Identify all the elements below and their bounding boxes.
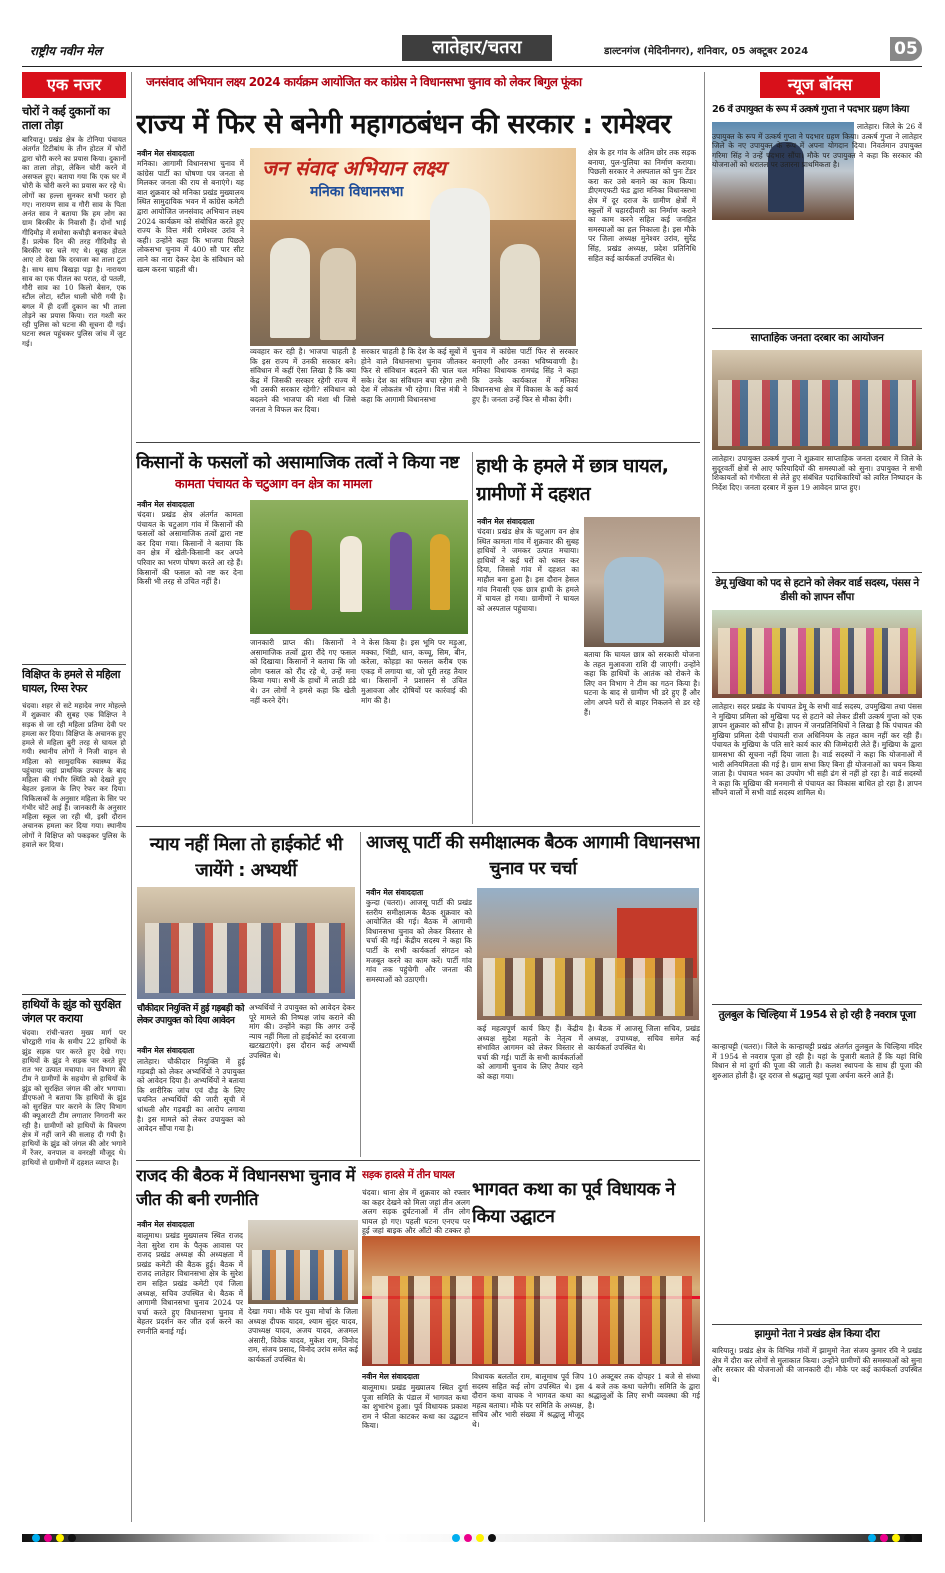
news-box [708,72,922,1524]
registration-mark-black [904,1534,912,1542]
crops-text: जानकारी प्राप्त की। किसानों ने असामाजिक तत्वों द्वारा रौंदे गए फसल को दिखाया। किसानों ने बताया कि जो लोग फसल को रौंद रहे थे, उन्हें मना किया गया। सभी के हाथों में लाठी डंडे थे। उन लोगों ने हमसे कहा कि खेती नहीं करने देंगे। [250,638,356,705]
registration-mark-yellow [476,1534,484,1542]
registration-mark-magenta [464,1534,472,1542]
ajsu-text: कुन्दा (चतरा)। आजसू पार्टी की प्रखंड स्तरीय समीक्षात्मक बैठक शुक्रवार को आयोजित की गई। बैठक में आगामी विधानसभा चुनाव को लेकर विस्तार से चर्चा की गई। केंद्रीय सदस्य ने कहा कि पार्टी के सभी कार्यकर्ता संगठन को मजबूत करने का काम करें। पार्टी गांव गांव तक पहुंचेगी और जनता की समस्याओं को उठाएगी। [366,898,472,984]
lead-text: व्यवहार कर रही है। भाजपा चाहती है कि इस राज्य में उनकी सरकार बने। संविधान में कहीं ऐसा लिखा है कि क्या केंद्र में जिसकी सरकार रहेगी राज्य में भी उसकी सरकार रहेगी? संविधान को बदलने की भाजपा की मंशा थी जिसे जनता ने विफल कर दिया। [250,347,356,414]
registration-mark-cyan [32,1534,40,1542]
crowd [483,958,693,1016]
elephant-photo [584,517,700,647]
speaker-figure [430,188,490,338]
registration-mark-magenta [44,1534,52,1542]
ajsu-photo [477,888,699,1020]
story-title: डेमू मुखिया को पद से हटाने को लेकर वार्ड सदस्य, पंसस ने डीसी को ज्ञापन सौंपा [715,577,919,603]
lead-text: सरकार चाहती है कि देश के कई सूबों में होने वाले विधानसभा चुनाव जीतकर फिर से संविधान बदलने की चाल चल सके। देश का संविधान बचा रहेगा तभी देश में लोकतंत्र भी रहेगा। वित्त मंत्री ने कहा कि आगामी विधानसभा [361,347,467,404]
crowd [372,1276,692,1364]
person-figure [270,238,310,338]
byline: नवीन मेल संवाददाता [366,888,424,897]
registration-mark-cyan [868,1534,876,1542]
byline: नवीन मेल संवाददाता [137,1046,195,1055]
footer-gradient [22,1534,922,1542]
crowd [718,628,916,694]
katha-text: बालूमाथ। प्रखंड मुख्यालय स्थित दुर्गा पूजा समिति के पंडाल में भागवत कथा का शुभारंभ हुआ। पूर्व विधायक प्रकाश राम ने फीता काटकर कथा का उद्घाटन किया। [362,1383,468,1431]
rjd-text: बालूमाथ। प्रखंड मुख्यालय स्थित राजद नेता सुरेश राम के पैतृक आवास पर राजद प्रखंड अध्यक्ष की अध्यक्षता में प्रखंड कमेटी की बैठक हुई। बैठक में राजद लातेहार विधानसभा क्षेत्र के सुरेश राम सहित प्रखंड कमेटी एवं जिला अध्यक्ष, सचिव उपस्थित थे। बैठक में आगामी विधानसभा चुनाव 2024 पर चर्चा करते हुए विधानसभा चुनाव में बेहतर प्रदर्शन कर जीत दर्ज करने का रणनीति बनाई गई। [137,1231,243,1336]
person-figure [290,530,312,610]
katha-headline: भागवत कथा का पूर्व विधायक ने किया उद्घाटन [472,1179,675,1227]
dateline: डाल्टनगंज (मेदिनीनगर), शनिवार, 05 अक्टूबर 2024 [604,46,809,57]
memorandum-photo [712,610,922,698]
page-number: 05 [890,37,922,61]
registration-mark-black [488,1534,496,1542]
kicker: जनसंवाद अभियान लक्ष्य 2024 कार्यक्रम आयोजित कर कांग्रेस ने विधानसभा चुनाव को लेकर बिगुल फूंका [146,75,582,89]
story-title: तुलबुल के चिल्हिया में 1954 से हो रही है नवरात्र पूजा [718,1009,916,1021]
left-column [22,72,126,1524]
masthead: राष्ट्रीय नवीन मेल [30,44,102,58]
court-headline: न्याय नहीं मिला तो हाईकोर्ट भी जायेंगे : अभ्यर्थी [149,834,343,881]
registration-mark-magenta [880,1534,888,1542]
lead-text: चुनाव में कांग्रेस पार्टी फिर से सरकार बनाएगी और उनका भविष्यवाणी है। मनिका विधायक रामचंद्र सिंह ने कहा कि उनके कार्यकाल में मनिका विधानसभा क्षेत्र में विकास के कई कार्य हुए हैं। जनता उन्हें फिर से मौका देगी। [472,347,578,404]
elephant-headline: हाथी के हमले में छात्र घायल, ग्रामीणों में दहशत [476,455,669,505]
story-text: लातेहार। जिले के 26 वें उपायुक्त के रूप में उत्कर्ष गुप्ता ने पदभार ग्रहण किया। उत्कर्ष गुप्ता ने लातेहार जिले के नए उपायुक्त के रूप में अपना योगदान दिया। निवर्तमान उपायुक्त गरिमा सिंह ने उन्हें पदभार सौंपा। मौके पर उपायुक्त ने कहा कि सरकार की योजनाओं को धरातल पर उतारना प्राथमिकता है। [712,122,922,170]
story-text: चंदवा। रांची-चतरा मुख्य मार्ग पर चोरद्वारी गांव के समीप 22 हाथियों के झुंड सड़क पार करते हुए देखे गए। हाथियों के झुंड ने सड़क पार करते हुए रात भर उत्पात मचाया। वन विभाग की टीम ने ग्रामीणों के सहयोग से हाथियों के झुंड को सुरक्षित जंगल की ओर भगाया। डीएफओ ने बताया कि हाथियों के झुंड को सुरक्षित पार कराने के लिए विभाग की क्यूआरटी टीम लगातार निगरानी कर रही है। ग्रामीणों को हाथियों के विचरण क्षेत्र में नहीं जाने की सलाह दी गयी है। हाथियों के झुंड को जंगल की ओर भगाने में रेंजर, वनपाल व वनरक्षी मौजूद थे। हाथियों से ग्रामीणों में दहशत व्याप्त है। [22,1028,126,1167]
crops-photo [250,500,468,634]
court-text: लातेहार। चौकीदार नियुक्ति में हुई गड़बड़ी को लेकर अभ्यर्थियों ने उपायुक्त को आवेदन दिया है। अभ्यर्थियों ने बताया कि शारीरिक जांच एवं दौड़ के लिए चयनित अभ्यर्थियों की जारी सूची में धांधली और गड़बड़ी का आरोप लगाया है। इस मामले को लेकर उपायुक्त को आवेदन सौंपा गया है। [137,1057,245,1134]
section-title: लातेहार/चतरा [402,35,552,61]
story-title: साप्ताहिक जनता दरबार का आयोजन [750,332,884,344]
story-text: कान्हाचट्टी (चतरा)। जिले के कान्हाचट्टी प्रखंड अंतर्गत तुलबुल के चिल्हिया मंदिर में 1954 से नवरात्र पूजा हो रही है। यहां के पुजारी बताते हैं कि यहां विधि विधान से मां दुर्गा की पूजा की जाती है। कलश स्थापना के साथ ही पूजा की शुरुआत होती है। दूर दराज से श्रद्धालु यहां पूजा अर्चना करने आते हैं। [712,1042,922,1080]
byline: नवीन मेल संवाददाता [137,1220,195,1229]
header [22,34,922,64]
ek-nazar-tag: एक नजर [22,72,126,98]
byline: नवीन मेल संवाददाता [137,500,195,509]
byline: नवीन मेल संवाददाता [362,1372,420,1381]
crops-deck: कामता पंचायत के चटुआग वन क्षेत्र का मामला [175,476,372,491]
story-text: बारियातू। प्रखंड क्षेत्र के टोनिया पंचायत अंतर्गत टिटीबांध के तीन होटल में चोरों द्वारा चोरी करने का प्रयास किया। दुकानों का ताला तोड़ा, लेकिन चोरी करने में असफल हुए। बताया गया कि एक घर में चोरी के चोरी करने का प्रयास कर रहे थे। लोगों का हल्ला सुनकर सभी फरार हो गए। नारायण साव व गौरी साव के पिता अनंत साव ने बताया कि हम लोग का ग्राम बिरकीर के निवासी हैं। दोनों भाई गीदिमौड़ में समोसा कचौड़ी बनाकर बेचते हैं। प्रत्येक दिन की तरह गीदिमौड़ से बिरकीर घर चले गए थे। सुबह होटल आए तो देखा कि दरवाजा का ताला टूटा है। साथ साथ बिखड़ा पड़ा है। नारायण साव का एक पीतल का परात, दो पतली, गौरी साव का 10 किलो बेसन, एक स्टील लोटा, स्टील थाली चोरी गयी है। बगल में ही दर्जी दुकान का भी ताला तोड़ने का प्रयास किया। रात गश्ती कर रही पुलिस को घटना की सूचना दी गई। घटना स्थल पहुंचकर पुलिस जांच में जुट गई। [22,135,126,348]
story-text: चंदवा। शहर से सटे महादेव नगर मोहल्ले में शुक्रवार की सुबह एक विक्षिप्त ने सड़क से जा रही महिला प्रतिमा देवी पर हमला कर दिया। विक्षिप्त के अचानक हुए हमले से महिला बुरी तरह से घायल हो गयी। स्थानीय लोगों ने निजी वाहन से महिला को सामुदायिक स्वास्थ्य केंद्र पहुंचाया जहां प्राथमिक उपचार के बाद महिला की गंभीर स्थिति को देखते हुए बेहतर इलाज के लिए रेफर कर दिया। चिकित्सकों के अनुसार महिला के सिर पर गंभीर चोटें आई हैं। जानकारी के अनुसार महिला स्कूल जा रही थी, इसी दौरान अचानक हमला कर दिया गया। स्थानीय लोगों ने विक्षिप्त को पकड़कर पुलिस के हवाले कर दिया। [22,701,126,849]
lead-text: क्षेत्र के हर गांव के अंतिम छोर तक सड़क बनाया, पुल-पुलिया का निर्माण कराया। पिछली सरकार ने अस्पताल को पुनः टेंडर करा कर उसे बनाने का काम किया। डीएमएफटी फंड द्वारा मनिका विधानसभा क्षेत्र में दूर दराज के ग्रामीण क्षेत्रों में स्कूलों में चहारदीवारी का निर्माण कराने का काम करने सहित कई जनहित समस्याओं का हल निकाला है। इस मौके पर जिला अध्यक्ष मुनेश्वर उरांव, सुरेंद्र सिंह, प्रखंड अध्यक्ष, प्रदेश प्रतिनिधि सहित कई कार्यकर्ता उपस्थित थे। [588,148,696,263]
registration-mark-black [68,1534,76,1542]
story-title: 26 वें उपायुक्त के रूप में उत्कर्ष गुप्ता ने पदभार ग्रहण किया [712,104,909,115]
rjd-text: देखा गया। मौके पर युवा मोर्चा के जिला अध्यक्ष दीपक यादव, श्याम सुंदर यादव, उपाध्यक्ष यादव, अजय यादव, अजमल अंसारी, विवेक यादव, मुकेश राम, विनोद राम, संजय प्रसाद, विनोद उरांव समेत कई कार्यकर्ता उपस्थित थे। [248,1307,358,1364]
lead-headline: राज्य में फिर से बनेगी महागठबंधन की सरकार : रामेश्वर [136,109,671,140]
lead-photo [250,148,576,346]
person-figure [320,248,356,340]
stage-banner: जन संवाद अभियान लक्ष्य मनिका विधानसभा [250,148,576,220]
crowd [718,380,916,446]
person-figure [500,244,540,340]
story-title: विक्षिप्त के हमले से महिला घायल, रिम्स रेफर [22,668,121,695]
registration-mark-cyan [452,1534,460,1542]
elephant-text: बताया कि घायल छात्र को सरकारी योजना के तहत मुआवजा राशि दी जाएगी। उन्होंने कहा कि हाथियों के आतंक को रोकने के लिए वन विभाग ने टीम का गठन किया है। घटना के बाद से ग्रामीण भी डरे हुए हैं और लोग अपने घरों से बाहर निकलने से डर रहे हैं। [584,650,700,717]
person-figure [604,557,664,643]
janata-darbar-photo [712,350,922,450]
registration-mark-yellow [56,1534,64,1542]
person-figure [390,532,412,610]
crops-text: चंदवा। प्रखंड क्षेत्र अंतर्गत कामता पंचायत के चटुआग गांव में किसानों की फसलों को असामाजिक तत्वों द्वारा नष्ट कर दिया गया। किसानों ने बताया कि वन क्षेत्र में खेती-किसानी कर अपने परिवार का भरण पोषण करते आ रहे हैं। किसानों की फसल को नष्ट कर देना किसी भी तरह से उचित नहीं है। [137,510,243,587]
crops-headline: किसानों के फसलों को असामाजिक तत्वों ने किया नष्ट [136,453,459,473]
footer-bar [22,1528,922,1550]
rjd-photo [248,1220,358,1304]
story-title: चोरों ने कई दुकानों का ताला तोड़ा [22,104,110,132]
katha-text: विधायक बलतोंत राम, बालूमाथ पूर्व जिप सदस्य सहित कई लोग उपस्थित थे। इस दौरान कथा वाचक ने भागवत कथा का महत्व बताया। मौके पर समिति के अध्यक्ष, सचिव और भारी संख्या में श्रद्धालु मौजूद थे। [472,1372,584,1429]
rjd-headline: राजद की बैठक में विधानसभा चुनाव में जीत की बनी रणनीति [136,1166,355,1209]
lead-text: मनिका। आगामी विधानसभा चुनाव में कांग्रेस पार्टी का घोषणा पत्र जनता से मिलकर जनता की राय से बनाएंगे। यह बात शुक्रवार को मनिका प्रखंड मुख्यालय स्थित सामुदायिक भवन में कांग्रेस कमेटी द्वारा आयोजित जनसंवाद अभियान लक्ष्य 2024 कार्यक्रम को संबोधित करते हुए राज्य के वित्त मंत्री रामेश्वर उरांव ने कही। उन्होंने कहा कि भाजपा पिछले लोकसभा चुनाव में 400 सौ पार सीट लाने का नारा देकर देश के संविधान को खत्म करना चाहती थी। [137,159,244,274]
court-subdeck: चौकीदार नियुक्ति में हुई गड़बड़ी को लेकर उपायुक्त को दिया आवेदन [137,1003,244,1026]
ajsu-text: है। बैठक में आजसू जिला सचिव, प्रखंड अध्यक्ष, उपाध्यक्ष, सचिव समेत कई कार्यकर्ता उपस्थित थे। [588,1024,700,1053]
court-text: अभ्यर्थियों ने उपायुक्त को आवेदन देकर पूरे मामले की निष्पक्ष जांच कराने की मांग की। उन्होंने कहा कि अगर उन्हें न्याय नहीं मिला तो हाईकोर्ट का दरवाजा खटखटाएंगे। इस दौरान कई अभ्यर्थी उपस्थित थे। [249,1003,355,1060]
katha-text: 10 अक्टूबर तक दोपहर 1 बजे से संध्या 4 बजे तक कथा चलेगी। समिति के द्वारा श्रद्धालुओं के लिए सभी व्यवस्था की गई है। [588,1372,700,1410]
byline: नवीन मेल संवाददाता [137,149,195,158]
person-figure [340,536,362,612]
ajsu-text: कई महत्वपूर्ण कार्य किए हैं। केंद्रीय अध्यक्ष सुदेश महतो के नेतृत्व में संभावित आगमन को लेकर विस्तार से चर्चा की गई। पार्टी के सभी कार्यकर्ताओं को आगामी चुनाव के लिए तैयार रहने को कहा गया। [477,1024,583,1081]
accident-headline: सड़क हादसे में तीन घायल [362,1169,455,1181]
byline: नवीन मेल संवाददाता [477,517,535,526]
story-title: हाथियों के झुंड को सुरक्षित जंगल पर कराया [22,998,121,1025]
ajsu-headline: आजसू पार्टी की समीक्षात्मक बैठक आगामी विधानसभा चुनाव पर चर्चा [366,833,700,879]
crops-text: ने केस किया है। इस भूमि पर मड़ुआ, मक्का, भिंडी, धान, कच्चू, सिम, बीन, करेला, कोहड़ा का फसल करीब एक एकड़ में लगाया था, जो पूरी तरह तैयार था। किसानों ने प्रशासन से उचित मुआवजा और दोषियों पर कार्रवाई की मांग की है। [361,638,467,705]
story-text: लातेहार। सदर प्रखंड के पंचायत डेमू के सभी वार्ड सदस्य, उपमुखिया तथा पंसस ने मुखिया प्रमिला को मुखिया पद से हटाने को लेकर डीसी उत्कर्ष गुप्ता को एक ज्ञापन शुक्रवार को सौंपा है। ज्ञापन में जनप्रतिनिधियों ने लिखा है कि पंचायत की मुखिया प्रमिला देवी पंचायती राज अधिनियम के तहत काम नहीं कर रही हैं। पंचायत के मुखिया के पति सारे कार्य कार की जिम्मेदारी लेते हैं। मुखिया के द्वारा ग्रामसभा की सूचना नहीं दिया जाता है। वार्ड सदस्यों ने कहा कि योजनाओं में भारी अनियमितता की गई है। ग्राम सभा किए बिना ही योजनाओं का चयन किया जाता है। पंचायत भवन का उपयोग भी सही ढंग से नहीं हो रहा है। वार्ड सदस्यों ने कहा कि मुखिया की मनमानी से पंचायत का विकास बाधित हो रहा है। ज्ञापन सौंपने वालों में सभी वार्ड सदस्य शामिल थे। [712,702,922,798]
person-figure [430,534,450,610]
story-title: झामुमो नेता ने प्रखंड क्षेत्र किया दौरा [754,1328,880,1340]
accident-text: चंदवा। थाना क्षेत्र में शुक्रवार को रफ्तार का कहर देखने को मिला जहां तीन अलग अलग सड़क दुर्घटनाओं में तीन लोग घायल हो गए। पहली घटना एनएच पर हुई जहां बाइक और ऑटो की टक्कर हो [362,1188,470,1236]
registration-mark-yellow [892,1534,900,1542]
crowd [252,1250,354,1300]
story-text: बारियातू। प्रखंड क्षेत्र के विभिन्न गांवों में झामुमो नेता संजय कुमार रवि ने प्रखंड क्षेत्र में दौरा कर लोगों से मुलाकात किया। उन्होंने ग्रामीणों की समस्याओं को सुना और सरकार की योजनाओं की जानकारी दी। मौके पर कई कार्यकर्ता उपस्थित थे। [712,1346,922,1384]
story-text: लातेहार। उपायुक्त उत्कर्ष गुप्ता ने शुक्रवार साप्ताहिक जनता दरबार में जिले के सुदूरवर्ती क्षेत्रों से आए फरियादियों की समस्याओं को सुना। उपायुक्त ने सभी शिकायतों को गंभीरता से लेते हुए संबंधित पदाधिकारियों को त्वरित निष्पादन के निर्देश दिए। जनता दरबार में कुल 19 आवेदन प्राप्त हुए। [712,454,922,492]
katha-photo [362,1236,700,1366]
court-photo [137,887,355,999]
crowd [145,923,345,993]
elephant-text: चंदवा। प्रखंड क्षेत्र के चटुआग वन क्षेत्र स्थित कामता गांव में शुक्रवार की सुबह हाथियों ने जमकर उत्पात मचाया। हाथियों ने कई घरों को ध्वस्त कर दिया, जिससे गांव में दहशत का माहौल बना हुआ है। इस दौरान हेसल गांव निवासी एक छात्र हाथी के हमले में घायल हो गया। ग्रामीणों ने घायल को अस्पताल पहुंचाया। [477,527,579,613]
news-box-label: न्यूज बॉक्स [760,72,880,98]
